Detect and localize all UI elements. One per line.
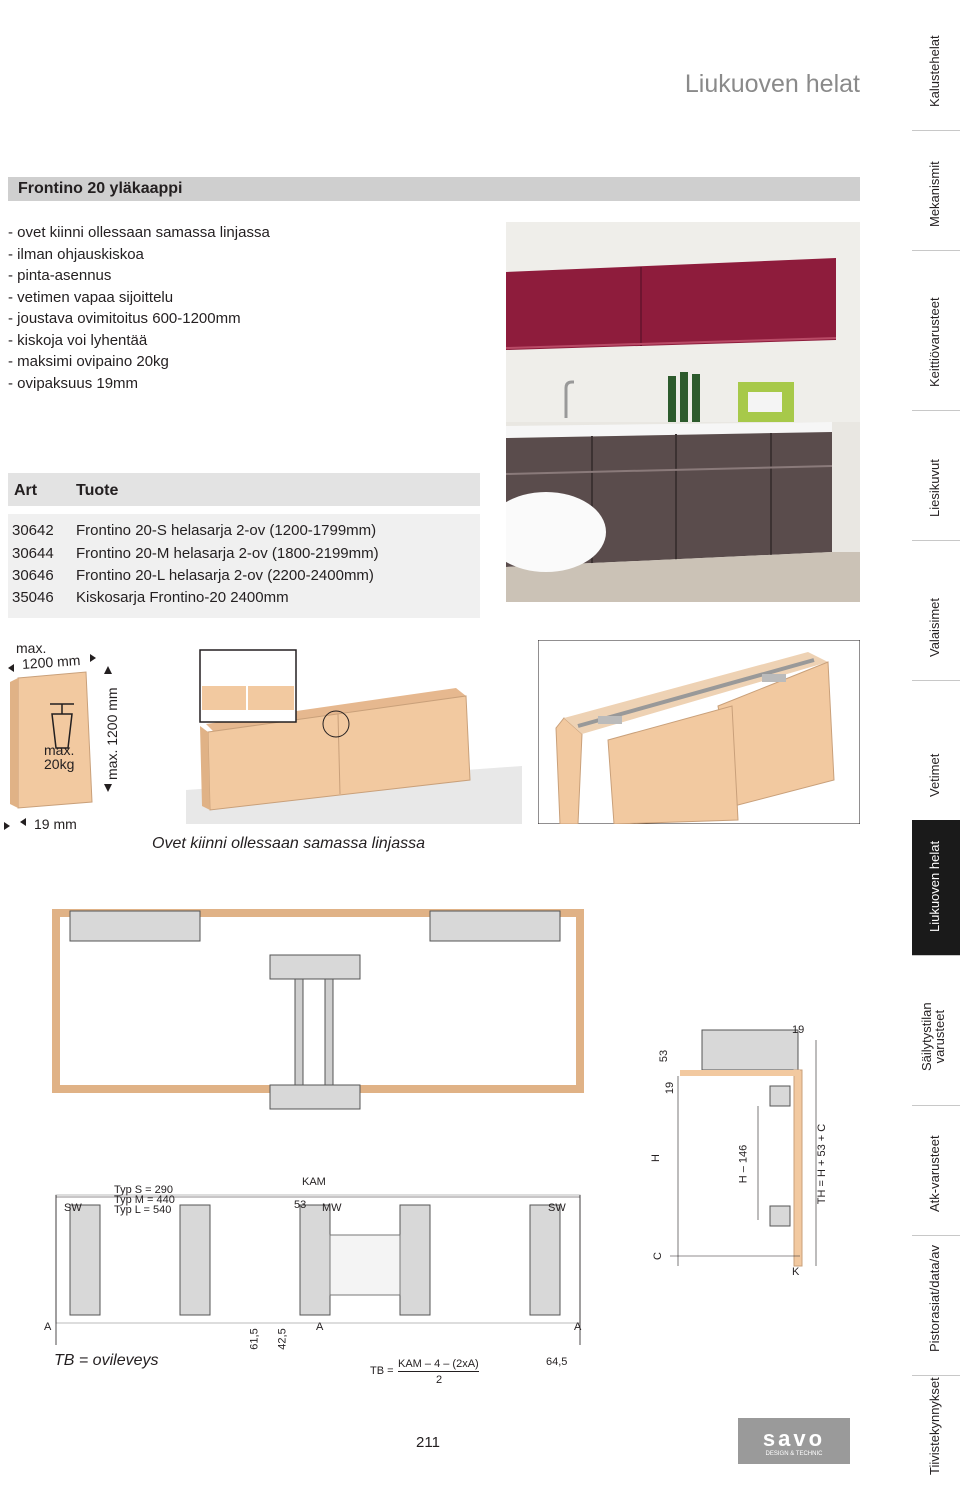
dim-42-5: 42,5 (276, 1328, 289, 1350)
tab-valaisimet[interactable] (912, 540, 960, 681)
side-dim-k: K (792, 1266, 800, 1278)
tab-keittiovarusteet[interactable] (912, 250, 960, 411)
tab-mekanismit[interactable] (912, 130, 960, 251)
tab-label: Mekanismit (927, 161, 942, 227)
tab-vetimet[interactable] (912, 680, 960, 821)
dim-typ-l: Typ L = 540 (114, 1204, 172, 1216)
tab-tiivistekynnykset[interactable] (912, 1375, 960, 1498)
tab-label: Liesikuvut (927, 459, 942, 517)
logo-subtitle: DESIGN & TECHNIC (765, 1451, 823, 1457)
door-weight-label: max. (44, 742, 75, 758)
side-dim-h: H (649, 1154, 662, 1162)
dim-typ-s: Typ S = 290 (114, 1184, 174, 1196)
column-header-art: Art (14, 482, 38, 499)
feature-item: - pinta-asennus (8, 267, 112, 284)
dim-kam: KAM (302, 1176, 326, 1188)
dim-a-left: A (44, 1321, 52, 1333)
door-weight-value: 20kg (44, 756, 75, 772)
cell-art: 30642 (12, 522, 54, 539)
tab-label: Kalustehelat (927, 35, 942, 107)
tb-formula-prefix: TB = (370, 1365, 394, 1377)
dim-typ-m: Typ M = 440 (114, 1194, 175, 1206)
feature-list (8, 222, 298, 394)
tab-liukuoven-helat[interactable] (912, 820, 960, 956)
dim-64-5: 64,5 (546, 1356, 568, 1368)
dim-a-right: A (574, 1321, 582, 1333)
cell-art: 30646 (12, 567, 54, 584)
feature-item: - maksimi ovipaino 20kg (8, 353, 169, 370)
table-body (8, 514, 480, 618)
side-dim-c: C (651, 1252, 664, 1260)
tab-label: Keittiövarusteet (927, 297, 942, 387)
tab-label (920, 1002, 946, 1071)
dim-53: 53 (294, 1199, 307, 1211)
tab-label: Atk-varusteet (927, 1135, 942, 1212)
cell-art: 30644 (12, 545, 54, 562)
cell-product: Frontino 20-L helasarja 2-ov (2200-2400mm) (76, 567, 374, 584)
feature-item: - kiskoja voi lyhentää (8, 331, 148, 349)
tab-label: Valaisimet (927, 597, 942, 657)
tab-pistorasiat[interactable] (912, 1235, 960, 1376)
dim-a-mid: A (316, 1321, 324, 1333)
feature-item: - vetimen vapaa sijoittelu (8, 288, 174, 306)
side-dim-19b: 19 (664, 1081, 677, 1095)
tab-label-line: Säilytystilan (919, 1002, 934, 1071)
tab-label: Vetimet (927, 753, 942, 797)
cell-product: Frontino 20-M helasarja 2-ov (1800-2199mm) (76, 545, 379, 562)
cell-product: Kiskosarja Frontino-20 2400mm (76, 589, 289, 606)
diagram-caption: Ovet kiinni ollessaan samassa linjassa (152, 835, 426, 852)
tb-formula-numerator: KAM – 4 – (2xA) (398, 1358, 479, 1370)
page-title: Liukuoven helat (684, 70, 860, 98)
tab-label-line: varusteet (932, 1009, 947, 1064)
feature-item: - ovet kiinni ollessaan samassa linjassa (8, 224, 270, 241)
door-thickness-label: 19 mm (34, 816, 77, 832)
door-height-label: max. 1200 mm (104, 687, 120, 780)
side-dim-53: 53 (658, 1049, 671, 1063)
cell-art: 35046 (12, 589, 54, 606)
cabinet-illustration (186, 640, 522, 824)
kitchen-photo (506, 222, 860, 602)
tab-label: Tiivistekynnykset (927, 1377, 942, 1475)
tb-formula-denominator: 2 (436, 1374, 443, 1386)
top-view-drawing (40, 905, 600, 1355)
feature-item: - ovipaksuus 19mm (8, 374, 139, 392)
dim-mw: MW (322, 1202, 342, 1214)
dim-sw-left: SW (64, 1202, 82, 1214)
logo-brand: savo (762, 1426, 826, 1451)
door-width-value: 1200 mm (21, 651, 81, 673)
feature-item: - joustava ovimitoitus 600-1200mm (8, 310, 241, 327)
page-number: 211 (416, 1434, 440, 1451)
side-dim-th: TH = H + 53 + C (816, 1123, 829, 1205)
tab-kalustehelat[interactable] (912, 0, 960, 131)
side-dim-19: 19 (792, 1024, 805, 1036)
tab-label: Liukuoven helat (927, 840, 942, 932)
tb-note: TB = ovileveys (54, 1352, 159, 1369)
cell-product: Frontino 20-S helasarja 2-ov (1200-1799mm) (76, 522, 377, 539)
side-section-drawing (640, 1010, 840, 1300)
door-width-label: max. (16, 640, 47, 656)
tab-liesikuvut[interactable] (912, 410, 960, 541)
tab-label: Pistorasiat/data/av (927, 1245, 942, 1352)
feature-item: - ilman ohjauskiskoa (8, 245, 144, 263)
table-header (8, 473, 480, 506)
column-header-product: Tuote (76, 482, 119, 499)
tab-atk-varusteet[interactable] (912, 1105, 960, 1236)
side-dim-h146: H – 146 (737, 1144, 750, 1184)
section-title: Frontino 20 yläkaappi (18, 180, 183, 197)
dim-61-5: 61,5 (248, 1328, 261, 1350)
rail-illustration (538, 640, 860, 824)
dim-sw-right: SW (548, 1202, 566, 1214)
category-sidebar (912, 0, 960, 1498)
door-spec-diagram (0, 630, 140, 840)
savo-logo (738, 1418, 850, 1464)
tab-sailytystilan-varusteet[interactable] (912, 955, 960, 1106)
